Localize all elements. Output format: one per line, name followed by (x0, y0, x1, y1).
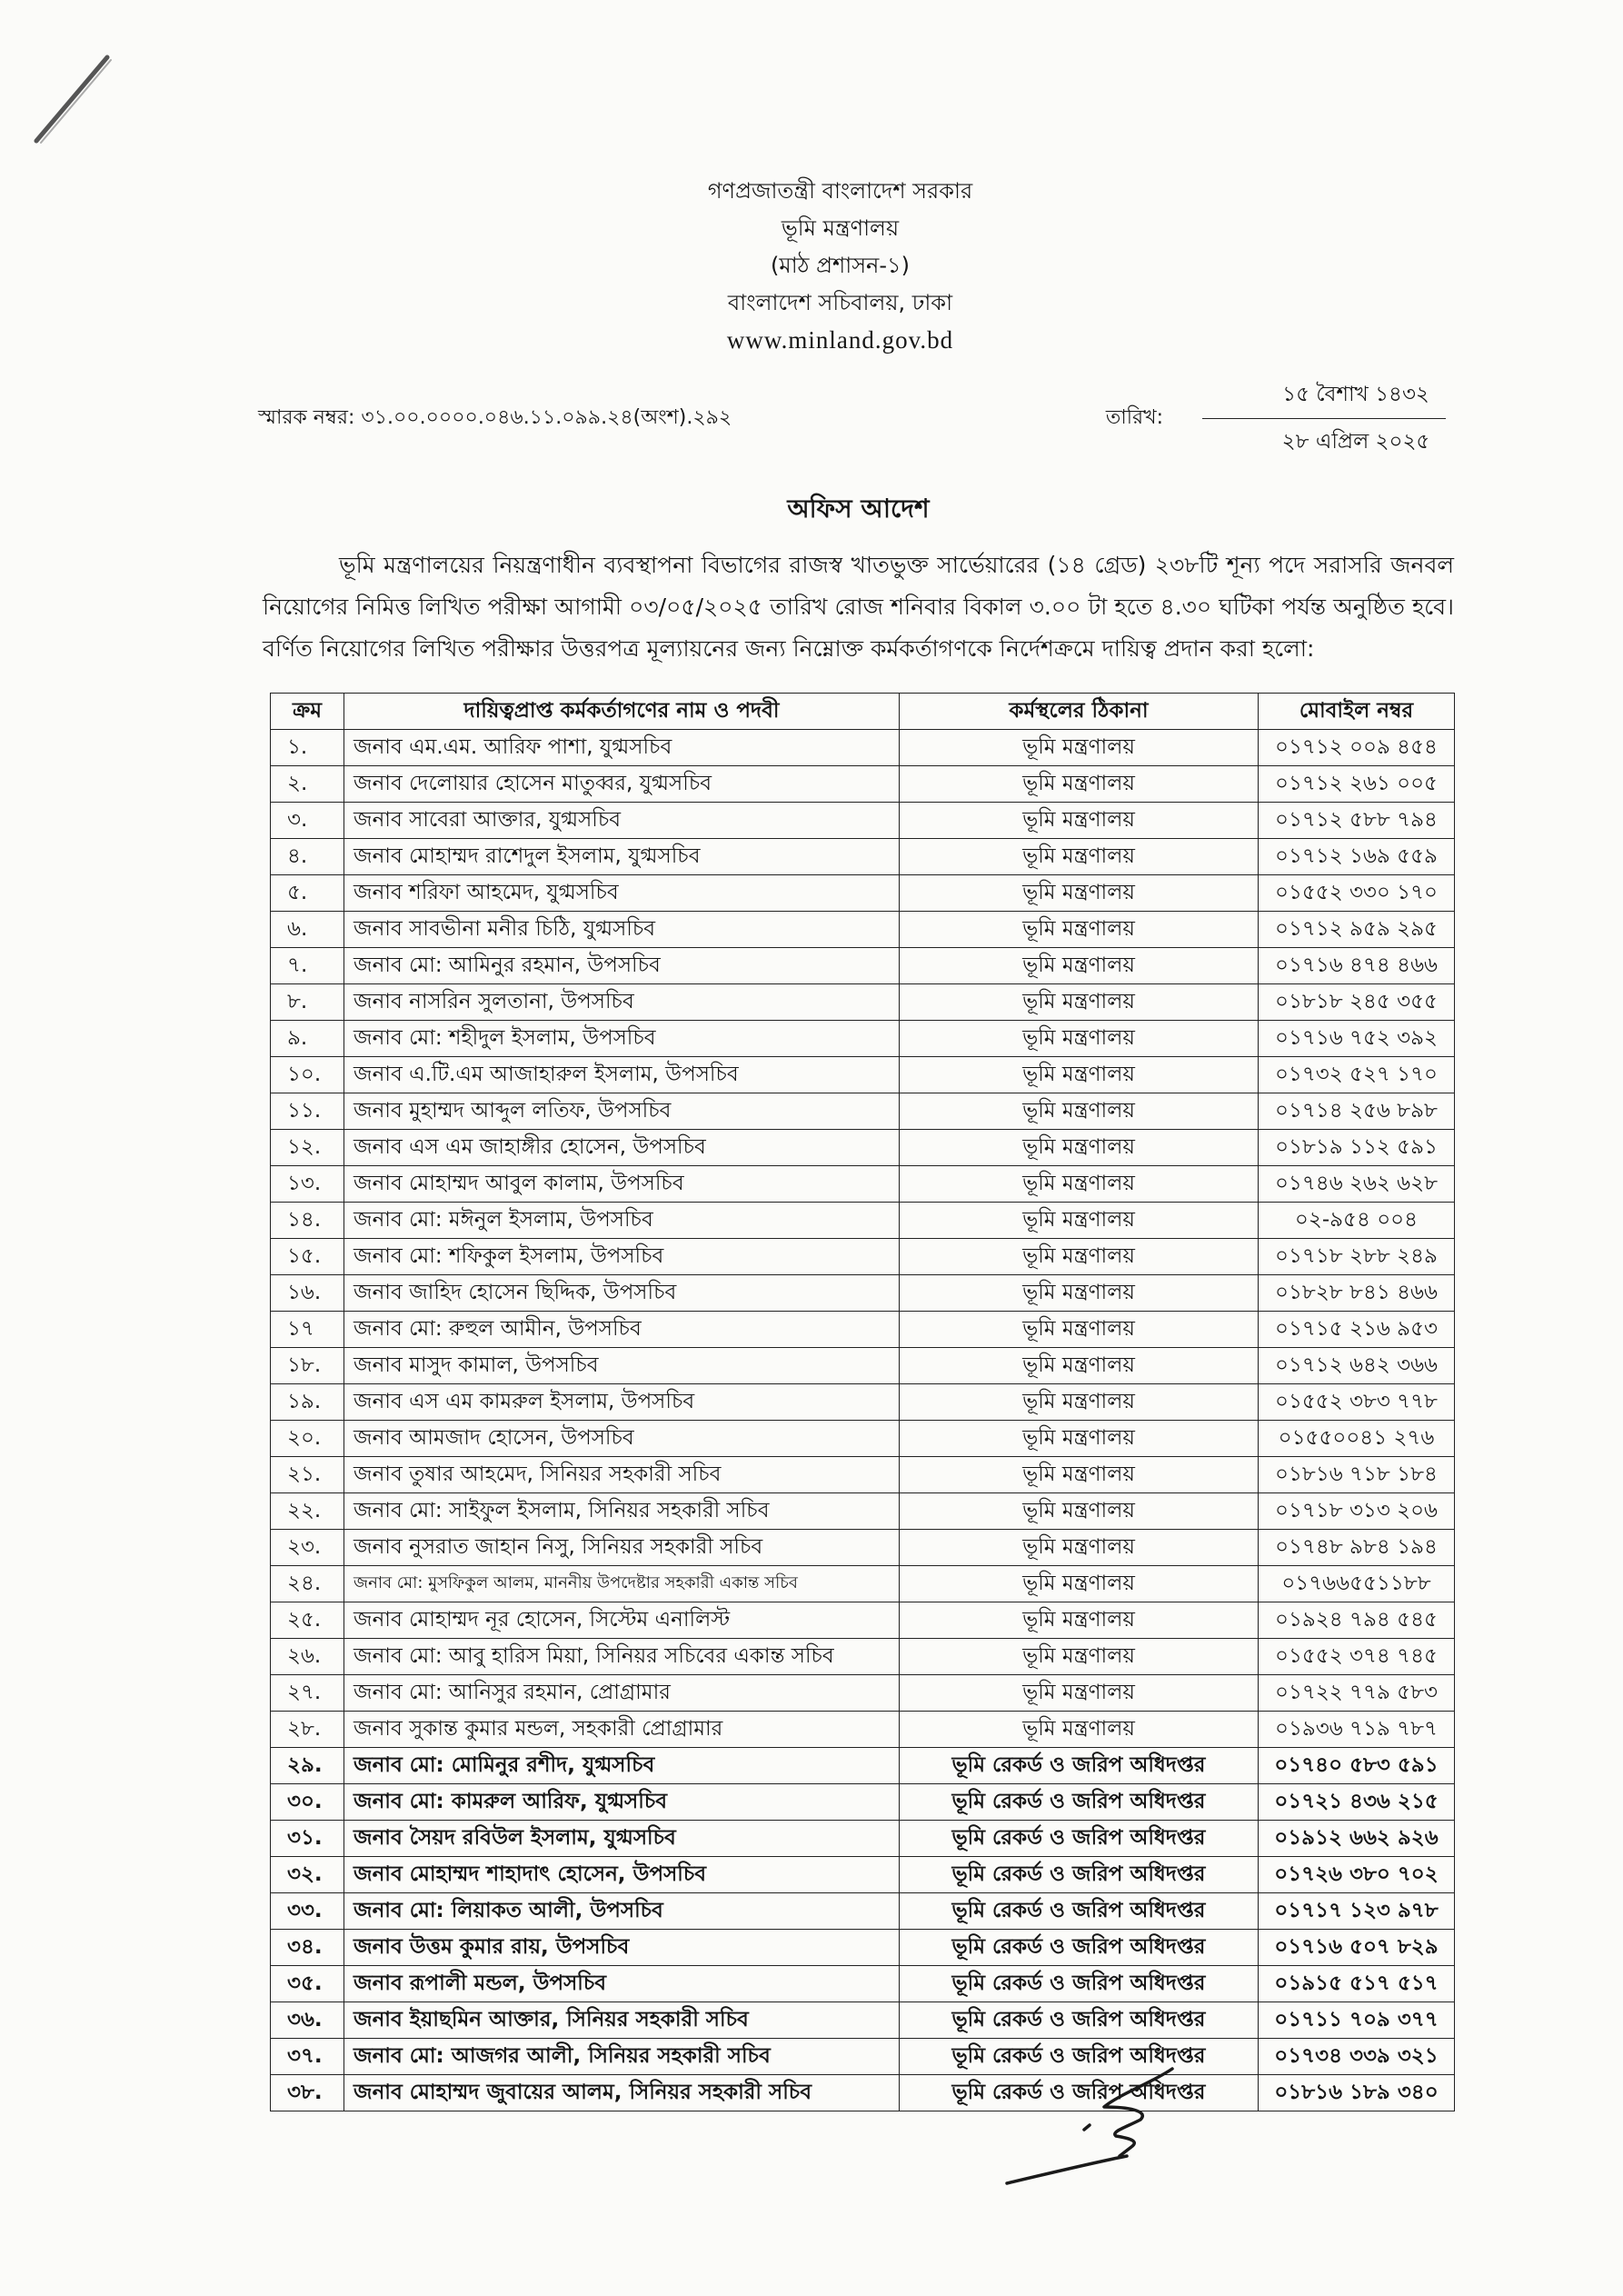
table-row (271, 1530, 1455, 1566)
header-mobile: মোবাইল নম্বর (1259, 694, 1455, 730)
name-cell: জনাব মো: আজগর আলী, সিনিয়র সহকারী সচিব (344, 2039, 900, 2075)
mobile-cell: ০১৭১৪ ২৫৬ ৮৯৮ (1259, 1093, 1455, 1130)
office-cell: ভূমি মন্ত্রণালয় (900, 1166, 1259, 1203)
serial-cell: ৩১. (271, 1821, 344, 1857)
office-cell: ভূমি মন্ত্রণালয় (900, 1530, 1259, 1566)
name-cell: জনাব তুষার আহমেদ, সিনিয়র সহকারী সচিব (344, 1457, 900, 1493)
office-cell: ভূমি রেকর্ড ও জরিপ অধিদপ্তর (900, 2075, 1259, 2111)
header-serial: ক্রম (271, 694, 344, 730)
serial-cell: ২৮. (271, 1712, 344, 1748)
name-cell: জনাব মাসুদ কামাল, উপসচিব (344, 1348, 900, 1384)
office-cell: ভূমি রেকর্ড ও জরিপ অধিদপ্তর (900, 1748, 1259, 1784)
pen-mark-icon (27, 50, 118, 150)
table-row (271, 730, 1455, 766)
mobile-cell: ০১৭২১ ৪৩৬ ২১৫ (1259, 1784, 1455, 1821)
name-cell: জনাব মো: আনিসুর রহমান, প্রোগ্রামার (344, 1675, 900, 1712)
mobile-cell: ০১৭৩২ ৫২৭ ১৭০ (1259, 1057, 1455, 1093)
document-content (258, 173, 1454, 2111)
mobile-cell: ০১৭১২ ৬৪২ ৩৬৬ (1259, 1348, 1455, 1384)
name-cell: জনাব মো: লিয়াকত আলী, উপসচিব (344, 1893, 900, 1930)
name-cell: জনাব মো: শফিকুল ইসলাম, উপসচিব (344, 1239, 900, 1275)
serial-cell: ১৭ (271, 1312, 344, 1348)
header-office-address: কর্মস্থলের ঠিকানা (900, 694, 1259, 730)
office-cell: ভূমি মন্ত্রণালয় (900, 1384, 1259, 1421)
serial-cell: ২৩. (271, 1530, 344, 1566)
office-cell: ভূমি মন্ত্রণালয় (900, 730, 1259, 766)
table-row (271, 1493, 1455, 1530)
mobile-cell: ০১৮১৯ ১১২ ৫৯১ (1259, 1130, 1455, 1166)
table-row (271, 1639, 1455, 1675)
table-row (271, 1893, 1455, 1930)
name-cell: জনাব নুসরাত জাহান নিসু, সিনিয়র সহকারী সচিব (344, 1530, 900, 1566)
table-row (271, 1239, 1455, 1275)
name-cell: জনাব রূপালী মন্ডল, উপসচিব (344, 1966, 900, 2002)
mobile-cell: ০১৫৫২ ৩৩০ ১৭০ (1259, 875, 1455, 912)
mobile-cell: ০১৭২২ ৭৭৯ ৫৮৩ (1259, 1675, 1455, 1712)
name-cell: জনাব মোহাম্মদ রাশেদুল ইসলাম, যুগ্মসচিব (344, 839, 900, 875)
government-name: গণপ্রজাতন্ত্রী বাংলাদেশ সরকার (707, 178, 973, 204)
serial-cell: ২. (271, 766, 344, 803)
name-cell: জনাব জাহিদ হোসেন ছিদ্দিক, উপসচিব (344, 1275, 900, 1312)
serial-cell: ৩৭. (271, 2039, 344, 2075)
mobile-cell: ০১৭১২ ০০৯ ৪৫৪ (1259, 730, 1455, 766)
order-body-paragraph: ভূমি মন্ত্রণালয়ের নিয়ন্ত্রণাধীন ব্যবস্থাপনা বিভাগের রাজস্ব খাতভুক্ত সার্ভেয়ারের (১৪ গ্রেড) ২৩৮টি শূন্য পদে সরাসরি জনবল নিয়োগের নিমিত্ত লিখিত পরীক্ষা আগামী ০৩/০৫/২০২৫ তারিখ রোজ শনিবার বিকাল ৩.০০ টা হতে ৪.৩০ ঘটিকা পর্যন্ত অনুষ্ঠিত হবে। বর্ণিত নিয়োগের লিখিত পরীক্ষার উত্তরপত্র মূল্যায়নের জন্য নিম্নোক্ত কর্মকর্তাগণকে নির্দেশক্রমে দায়িত্ব প্রদান করা হলো: (263, 552, 1454, 662)
office-cell: ভূমি মন্ত্রণালয় (900, 948, 1259, 984)
serial-cell: ২৬. (271, 1639, 344, 1675)
mobile-cell: ০১৯২৪ ৭৯৪ ৫৪৫ (1259, 1602, 1455, 1639)
government-header (244, 173, 1436, 359)
document-title: অফিস আদেশ (787, 494, 930, 524)
table-row (271, 1748, 1455, 1784)
office-cell: ভূমি মন্ত্রণালয় (900, 1312, 1259, 1348)
serial-cell: ২১. (271, 1457, 344, 1493)
serial-cell: ১৮. (271, 1348, 344, 1384)
header-name-designation: দায়িত্বপ্রাপ্ত কর্মকর্তাগণের নাম ও পদবী (344, 694, 900, 730)
name-cell: জনাব মো: শহীদুল ইসলাম, উপসচিব (344, 1021, 900, 1057)
name-cell: জনাব ইয়াছমিন আক্তার, সিনিয়র সহকারী সচিব (344, 2002, 900, 2039)
name-cell: জনাব এ.টি.এম আজাহারুল ইসলাম, উপসচিব (344, 1057, 900, 1093)
mobile-cell: ০১৭২৬ ৩৮০ ৭০২ (1259, 1857, 1455, 1893)
serial-cell: ২২. (271, 1493, 344, 1530)
division-name: (মাঠ প্রশাসন-১) (771, 253, 910, 278)
name-cell: জনাব শরিফা আহমেদ, যুগ্মসচিব (344, 875, 900, 912)
serial-cell: ৬. (271, 912, 344, 948)
memo-value: ৩১.০০.০০০০.০৪৬.১১.০৯৯.২৪(অংশ).২৯২ (361, 405, 732, 429)
mobile-cell: ০১৮১৬ ৭১৮ ১৮৪ (1259, 1457, 1455, 1493)
table-row (271, 1566, 1455, 1602)
table-row (271, 1602, 1455, 1639)
office-cell: ভূমি রেকর্ড ও জরিপ অধিদপ্তর (900, 1821, 1259, 1857)
serial-cell: ২৪. (271, 1566, 344, 1602)
office-cell: ভূমি মন্ত্রণালয় (900, 1203, 1259, 1239)
name-cell: জনাব সুকান্ত কুমার মন্ডল, সহকারী প্রোগ্রামার (344, 1712, 900, 1748)
mobile-cell: ০১৮১৮ ২৪৫ ৩৫৫ (1259, 984, 1455, 1021)
name-cell: জনাব মোহাম্মদ জুবায়ের আলম, সিনিয়র সহকারী সচিব (344, 2075, 900, 2111)
office-cell: ভূমি মন্ত্রণালয় (900, 1421, 1259, 1457)
office-cell: ভূমি মন্ত্রণালয় (900, 1602, 1259, 1639)
table-row (271, 1421, 1455, 1457)
table-row (271, 1384, 1455, 1421)
name-cell: জনাব মোহাম্মদ আবুল কালাম, উপসচিব (344, 1166, 900, 1203)
table-row (271, 2039, 1455, 2075)
office-cell: ভূমি মন্ত্রণালয় (900, 1021, 1259, 1057)
name-cell: জনাব মো: রুহুল আমীন, উপসচিব (344, 1312, 900, 1348)
officer-table (270, 693, 1455, 2111)
table-row (271, 1966, 1455, 2002)
memo-number (258, 402, 732, 435)
mobile-cell: ০১৭৪০ ৫৮৩ ৫৯১ (1259, 1748, 1455, 1784)
serial-cell: ১৯. (271, 1384, 344, 1421)
serial-cell: ৩৫. (271, 1966, 344, 2002)
office-cell: ভূমি মন্ত্রণালয় (900, 1712, 1259, 1748)
office-cell: ভূমি মন্ত্রণালয় (900, 1566, 1259, 1602)
serial-cell: ১৪. (271, 1203, 344, 1239)
serial-cell: ১৫. (271, 1239, 344, 1275)
office-address: বাংলাদেশ সচিবালয়, ঢাকা (727, 290, 953, 315)
table-row (271, 1166, 1455, 1203)
office-cell: ভূমি রেকর্ড ও জরিপ অধিদপ্তর (900, 2002, 1259, 2039)
name-cell: জনাব দেলোয়ার হোসেন মাতুব্বর, যুগ্মসচিব (344, 766, 900, 803)
name-cell: জনাব মো: কামরুল আরিফ, যুগ্মসচিব (344, 1784, 900, 1821)
mobile-cell: ০১৭১৫ ২১৬ ৯৫৩ (1259, 1312, 1455, 1348)
serial-cell: ৩৩. (271, 1893, 344, 1930)
serial-cell: ৪. (271, 839, 344, 875)
table-row (271, 766, 1455, 803)
serial-cell: ১. (271, 730, 344, 766)
mobile-cell: ০১৭১২ ১৬৯ ৫৫৯ (1259, 839, 1455, 875)
office-cell: ভূমি মন্ত্রণালয় (900, 1348, 1259, 1384)
website-url: www.minland.gov.bd (726, 326, 954, 354)
table-row (271, 1784, 1455, 1821)
office-cell: ভূমি রেকর্ড ও জরিপ অধিদপ্তর (900, 1857, 1259, 1893)
serial-cell: ৫. (271, 875, 344, 912)
name-cell: জনাব সাবভীনা মনীর চিঠি, যুগ্মসচিব (344, 912, 900, 948)
mobile-cell: ০১৭১৮ ২৮৮ ২৪৯ (1259, 1239, 1455, 1275)
memo-date-row (258, 382, 1454, 454)
name-cell: জনাব আমজাদ হোসেন, উপসচিব (344, 1421, 900, 1457)
name-cell: জনাব সৈয়দ রবিউল ইসলাম, যুগ্মসচিব (344, 1821, 900, 1857)
table-row (271, 1093, 1455, 1130)
name-cell: জনাব মো: আমিনুর রহমান, উপসচিব (344, 948, 900, 984)
serial-cell: ১৬. (271, 1275, 344, 1312)
table-row (271, 875, 1455, 912)
table-row (271, 1130, 1455, 1166)
office-cell: ভূমি মন্ত্রণালয় (900, 1457, 1259, 1493)
name-cell: জনাব এস এম জাহাঙ্গীর হোসেন, উপসচিব (344, 1130, 900, 1166)
name-cell: জনাব মো: সাইফুল ইসলাম, সিনিয়র সহকারী সচিব (344, 1493, 900, 1530)
office-cell: ভূমি মন্ত্রণালয় (900, 1639, 1259, 1675)
officer-table-head (271, 694, 1455, 730)
mobile-cell: ০১৯৩৬ ৭১৯ ৭৮৭ (1259, 1712, 1455, 1748)
table-row (271, 1675, 1455, 1712)
mobile-cell: ০১৫৫২ ৩৮৩ ৭৭৮ (1259, 1384, 1455, 1421)
office-cell: ভূমি রেকর্ড ও জরিপ অধিদপ্তর (900, 1966, 1259, 2002)
office-cell: ভূমি মন্ত্রণালয় (900, 875, 1259, 912)
signature (995, 2059, 1186, 2195)
name-cell: জনাব মোহাম্মদ শাহাদাৎ হোসেন, উপসচিব (344, 1857, 900, 1893)
mobile-cell: ০২-৯৫৪ ০০৪ (1259, 1203, 1455, 1239)
mobile-cell: ০১৭৩৪ ৩৩৯ ৩২১ (1259, 2039, 1455, 2075)
mobile-cell: ০১৭৪৮ ৯৮৪ ১৯৪ (1259, 1530, 1455, 1566)
table-row (271, 1712, 1455, 1748)
serial-cell: ৯. (271, 1021, 344, 1057)
name-cell: জনাব নাসরিন সুলতানা, উপসচিব (344, 984, 900, 1021)
serial-cell: ৮. (271, 984, 344, 1021)
mobile-cell: ০১৭৬৬৫৫১১৮৮ (1259, 1566, 1455, 1602)
table-row (271, 912, 1455, 948)
office-cell: ভূমি মন্ত্রণালয় (900, 1239, 1259, 1275)
serial-cell: ৩৬. (271, 2002, 344, 2039)
table-row (271, 948, 1455, 984)
serial-cell: ৩৪. (271, 1930, 344, 1966)
date-bangla: ১৫ বৈশাখ ১৪৩২ (1202, 377, 1446, 419)
name-cell: জনাব উত্তম কুমার রায়, উপসচিব (344, 1930, 900, 1966)
name-cell: জনাব মোহাম্মদ নূর হোসেন, সিস্টেম এনালিস্ট (344, 1602, 900, 1639)
name-cell: জনাব সাবেরা আক্তার, যুগ্মসচিব (344, 803, 900, 839)
mobile-cell: ০১৭১৬ ৪৭৪ ৪৬৬ (1259, 948, 1455, 984)
table-row (271, 1348, 1455, 1384)
mobile-cell: ০১৭১১ ৭০৯ ৩৭৭ (1259, 2002, 1455, 2039)
mobile-cell: ০১৭১৭ ১২৩ ৯৭৮ (1259, 1893, 1455, 1930)
mobile-cell: ০১৫৫২ ৩৭৪ ৭৪৫ (1259, 1639, 1455, 1675)
office-cell: ভূমি রেকর্ড ও জরিপ অধিদপ্তর (900, 1784, 1259, 1821)
name-cell: জনাব মো: আবু হারিস মিয়া, সিনিয়র সচিবের একান্ত সচিব (344, 1639, 900, 1675)
name-cell: জনাব মো: মোমিনুর রশীদ, যুগ্মসচিব (344, 1748, 900, 1784)
date-label: তারিখ: (1105, 405, 1163, 429)
serial-cell: ৩৮. (271, 2075, 344, 2111)
mobile-cell: ০১৯১৫ ৫১৭ ৫১৭ (1259, 1966, 1455, 2002)
ministry-name: ভূমি মন্ত্রণালয় (781, 215, 900, 241)
table-row (271, 2075, 1455, 2111)
office-cell: ভূমি মন্ত্রণালয় (900, 984, 1259, 1021)
name-cell: জনাব মো: মুসফিকুল আলম, মাননীয় উপদেষ্টার সহকারী একান্ত সচিব (344, 1566, 900, 1602)
table-row (271, 1312, 1455, 1348)
mobile-cell: ০১৮১৬ ১৮৯ ৩৪০ (1259, 2075, 1455, 2111)
serial-cell: ২৭. (271, 1675, 344, 1712)
table-row (271, 1457, 1455, 1493)
serial-cell: ২৫. (271, 1602, 344, 1639)
table-row (271, 984, 1455, 1021)
date-block (1106, 377, 1446, 460)
table-row (271, 1857, 1455, 1893)
mobile-cell: ০১৮২৮ ৮৪১ ৪৬৬ (1259, 1275, 1455, 1312)
office-cell: ভূমি মন্ত্রণালয় (900, 1275, 1259, 1312)
office-cell: ভূমি মন্ত্রণালয় (900, 912, 1259, 948)
table-row (271, 1275, 1455, 1312)
date-values (1202, 377, 1446, 460)
office-cell: ভূমি রেকর্ড ও জরিপ অধিদপ্তর (900, 2039, 1259, 2075)
mobile-cell: ০১৫৫০০৪১ ২৭৬ (1259, 1421, 1455, 1457)
name-cell: জনাব মো: মঈনুল ইসলাম, উপসচিব (344, 1203, 900, 1239)
serial-cell: ২৯. (271, 1748, 344, 1784)
mobile-cell: ০১৭১৮ ৩১৩ ২০৬ (1259, 1493, 1455, 1530)
serial-cell: ১০. (271, 1057, 344, 1093)
mobile-cell: ০১৭১২ ৯৫৯ ২৯৫ (1259, 912, 1455, 948)
mobile-cell: ০১৭১২ ২৬১ ০০৫ (1259, 766, 1455, 803)
table-row (271, 1057, 1455, 1093)
table-row (271, 1930, 1455, 1966)
office-cell: ভূমি মন্ত্রণালয় (900, 766, 1259, 803)
table-row (271, 1021, 1455, 1057)
serial-cell: ৩. (271, 803, 344, 839)
office-cell: ভূমি মন্ত্রণালয় (900, 1057, 1259, 1093)
mobile-cell: ০১৭১৬ ৫০৭ ৮২৯ (1259, 1930, 1455, 1966)
office-cell: ভূমি রেকর্ড ও জরিপ অধিদপ্তর (900, 1893, 1259, 1930)
table-row (271, 839, 1455, 875)
table-row (271, 2002, 1455, 2039)
serial-cell: ১২. (271, 1130, 344, 1166)
name-cell: জনাব এস এম কামরুল ইসলাম, উপসচিব (344, 1384, 900, 1421)
name-cell: জনাব এম.এম. আরিফ পাশা, যুগ্মসচিব (344, 730, 900, 766)
table-row (271, 1203, 1455, 1239)
memo-label: স্মারক নম্বর: (258, 405, 355, 429)
serial-cell: ৩২. (271, 1857, 344, 1893)
date-english: ২৮ এপ্রিল ২০২৫ (1281, 429, 1430, 454)
mobile-cell: ০১৭১২ ৫৮৮ ৭৯৪ (1259, 803, 1455, 839)
serial-cell: ৭. (271, 948, 344, 984)
serial-cell: ২০. (271, 1421, 344, 1457)
mobile-cell: ০১৯১২ ৬৬২ ৯২৬ (1259, 1821, 1455, 1857)
officer-table-body (271, 730, 1455, 2111)
office-cell: ভূমি মন্ত্রণালয় (900, 803, 1259, 839)
serial-cell: ১১. (271, 1093, 344, 1130)
office-cell: ভূমি মন্ত্রণালয় (900, 1675, 1259, 1712)
serial-cell: ১৩. (271, 1166, 344, 1203)
name-cell: জনাব মুহাম্মদ আব্দুল লতিফ, উপসচিব (344, 1093, 900, 1130)
table-header-row (271, 694, 1455, 730)
office-cell: ভূমি রেকর্ড ও জরিপ অধিদপ্তর (900, 1930, 1259, 1966)
serial-cell: ৩০. (271, 1784, 344, 1821)
office-cell: ভূমি মন্ত্রণালয় (900, 839, 1259, 875)
office-cell: ভূমি মন্ত্রণালয় (900, 1130, 1259, 1166)
office-cell: ভূমি মন্ত্রণালয় (900, 1493, 1259, 1530)
mobile-cell: ০১৭৪৬ ২৬২ ৬২৮ (1259, 1166, 1455, 1203)
mobile-cell: ০১৭১৬ ৭৫২ ৩৯২ (1259, 1021, 1455, 1057)
table-row (271, 803, 1455, 839)
table-row (271, 1821, 1455, 1857)
office-cell: ভূমি মন্ত্রণালয় (900, 1093, 1259, 1130)
